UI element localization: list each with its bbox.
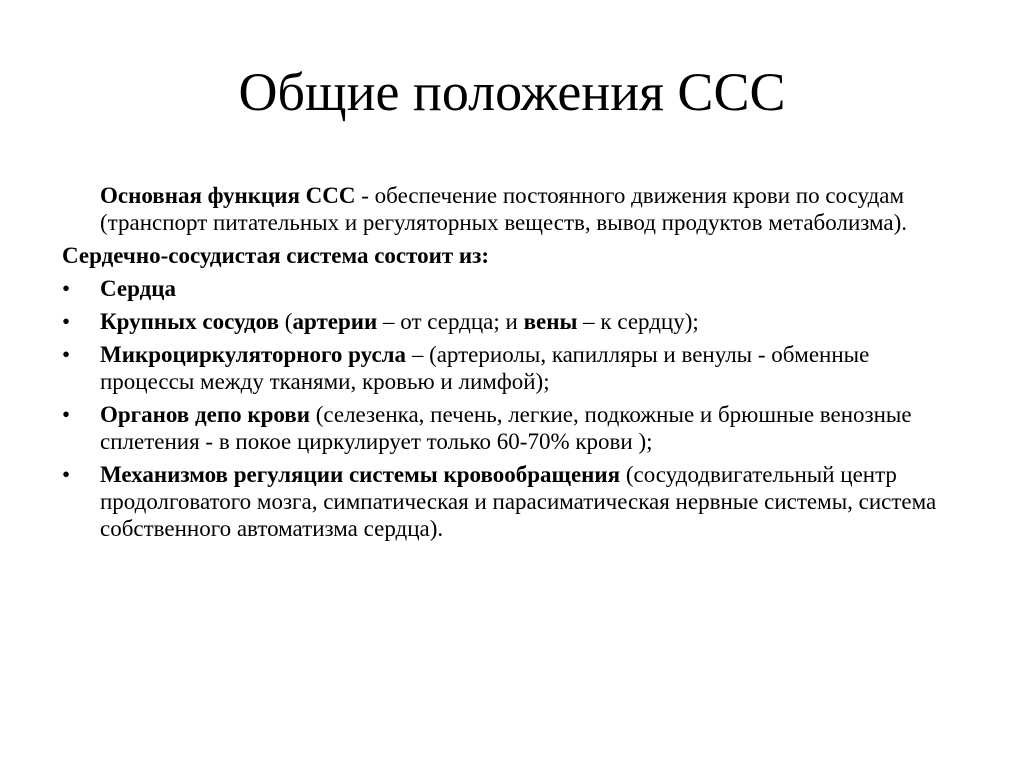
bullet-icon: • bbox=[62, 462, 71, 487]
bullet-icon: • bbox=[62, 402, 71, 427]
item-term: Сердца bbox=[100, 276, 176, 301]
item-text: – (артериолы, капилляры и венулы - обменные процессы между тканями, кровью и лимфой); bbox=[100, 342, 870, 394]
intro-text: - обеспечение постоянного движения крови по сосудам (транспорт питательных и регуляторных веществ, вывод продуктов метаболизма). bbox=[100, 183, 908, 235]
component-list bbox=[62, 275, 962, 542]
intro-paragraph bbox=[100, 182, 962, 236]
slide-title: Общие положения ССС bbox=[238, 62, 786, 122]
bullet-icon: • bbox=[62, 309, 71, 334]
item-text: ( bbox=[279, 309, 293, 334]
list-item-heart bbox=[62, 275, 962, 302]
item-text: (селезенка, печень, легкие, подкожные и брюшные венозные сплетения - в покое циркулирует только 60-70% крови ); bbox=[100, 402, 912, 454]
item-term: Органов депо крови bbox=[100, 402, 310, 427]
slide-body bbox=[62, 182, 962, 548]
list-heading: Сердечно-сосудистая система состоит из: bbox=[62, 243, 490, 268]
list-item-blood-depot bbox=[62, 401, 962, 455]
vein-text: – к сердцу); bbox=[577, 309, 699, 334]
item-text: (сосудодвигательный центр продолговатого мозга, симпатическая и парасиматическая нервные системы, система собственного автоматизма сердца). bbox=[100, 462, 937, 541]
vein-term: вены bbox=[523, 309, 578, 334]
artery-text: – от сердца; и bbox=[377, 309, 524, 334]
intro-term: Основная функция ССС bbox=[100, 183, 356, 208]
bullet-icon: • bbox=[62, 342, 71, 367]
item-term: Крупных сосудов bbox=[100, 309, 280, 334]
bullet-icon: • bbox=[62, 276, 71, 301]
artery-term: артерии bbox=[292, 309, 378, 334]
list-item-regulation bbox=[62, 461, 962, 542]
item-term: Механизмов регуляции системы кровообращения bbox=[100, 462, 621, 487]
list-item-microcirculation bbox=[62, 341, 962, 395]
item-term: Микроциркуляторного русла bbox=[100, 342, 407, 367]
list-item-large-vessels bbox=[62, 308, 962, 335]
